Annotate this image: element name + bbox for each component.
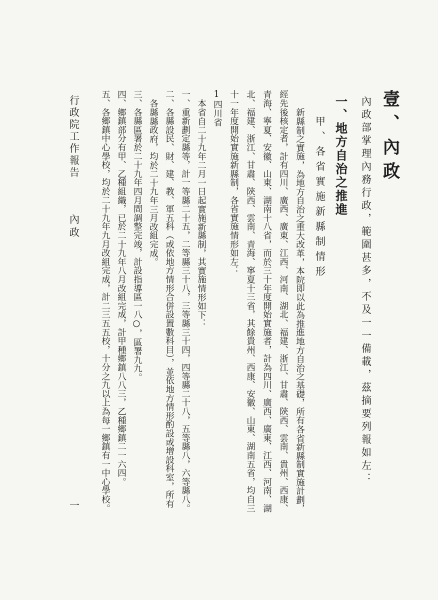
footer-report-title: 行政院工作報告 [67, 95, 78, 179]
list-item: 五、各鄉鎮中心學校，均於二十九年九月改組完成，計二三五五校，十分之九以上為每一鄉鎮有一中心學校。 [99, 90, 110, 513]
heading-local-self-government: 一、地方自治之推進 [334, 95, 348, 217]
subheading-new-county-system: 甲、各省實施新縣制情形 [313, 116, 324, 281]
vertical-text-block [90, 90, 402, 514]
province-intro: 本省自二十九年二月一日起實施新縣制，其實施情形如下： [195, 98, 206, 328]
list-item: 一、重新劃定縣等，計一等縣二十五，二等縣三十八，三等縣三十四，四等縣二十八，五等縣八，六等縣八。 [179, 90, 190, 513]
section-intro: 內政部掌理內務行政，範圍甚多，不及一一備載，茲摘要列報如左： [359, 96, 370, 486]
section-title: 壹、內政 [379, 90, 399, 186]
list-item: 三、各縣區署於二十九年四月間調整完竣，計設指導區一八○，區署九九。 [131, 90, 142, 382]
footer-section-name: 內政 [67, 214, 78, 240]
province-heading: 1四川省 [211, 90, 222, 127]
list-item: 四、鄉鎮部分有甲、乙種組織，已於二十九年八月改組完成，計甲種鄉鎮八八三，乙種鄉鎮二一六四。 [115, 90, 126, 486]
list-item: 二、各縣設民、財、建、教、軍五科（或依地方情形合併設置數科目），並依地方情形酌設或增設科室，所有各縣縣政府，均於二十九年三月改組完成。 [147, 90, 174, 508]
page-number: 一 [67, 500, 78, 510]
body-paragraph: 新縣制之實施，為地方自治之重大改革，本院即以此為推進地方自治之基礎，所有各省新縣制實施計劃，經先後核定者，計有四川、廣西、廣東、江西、河南、湖北、福建、浙江、甘肅、陝西、雲南、貴州、西康、青海、寧夏、安徽、山東、湖南十八省，而於三十年度開始實施者，計為四川、廣西、廣東、江西、河南、湖北、福建、浙江、甘肅、陝西、雲南、青海、寧夏十三省，其餘貴州、西康、安徽、山東、湖南五省，均自三十一年度開始實施新縣制，各省實施情形如左： [228, 90, 304, 513]
